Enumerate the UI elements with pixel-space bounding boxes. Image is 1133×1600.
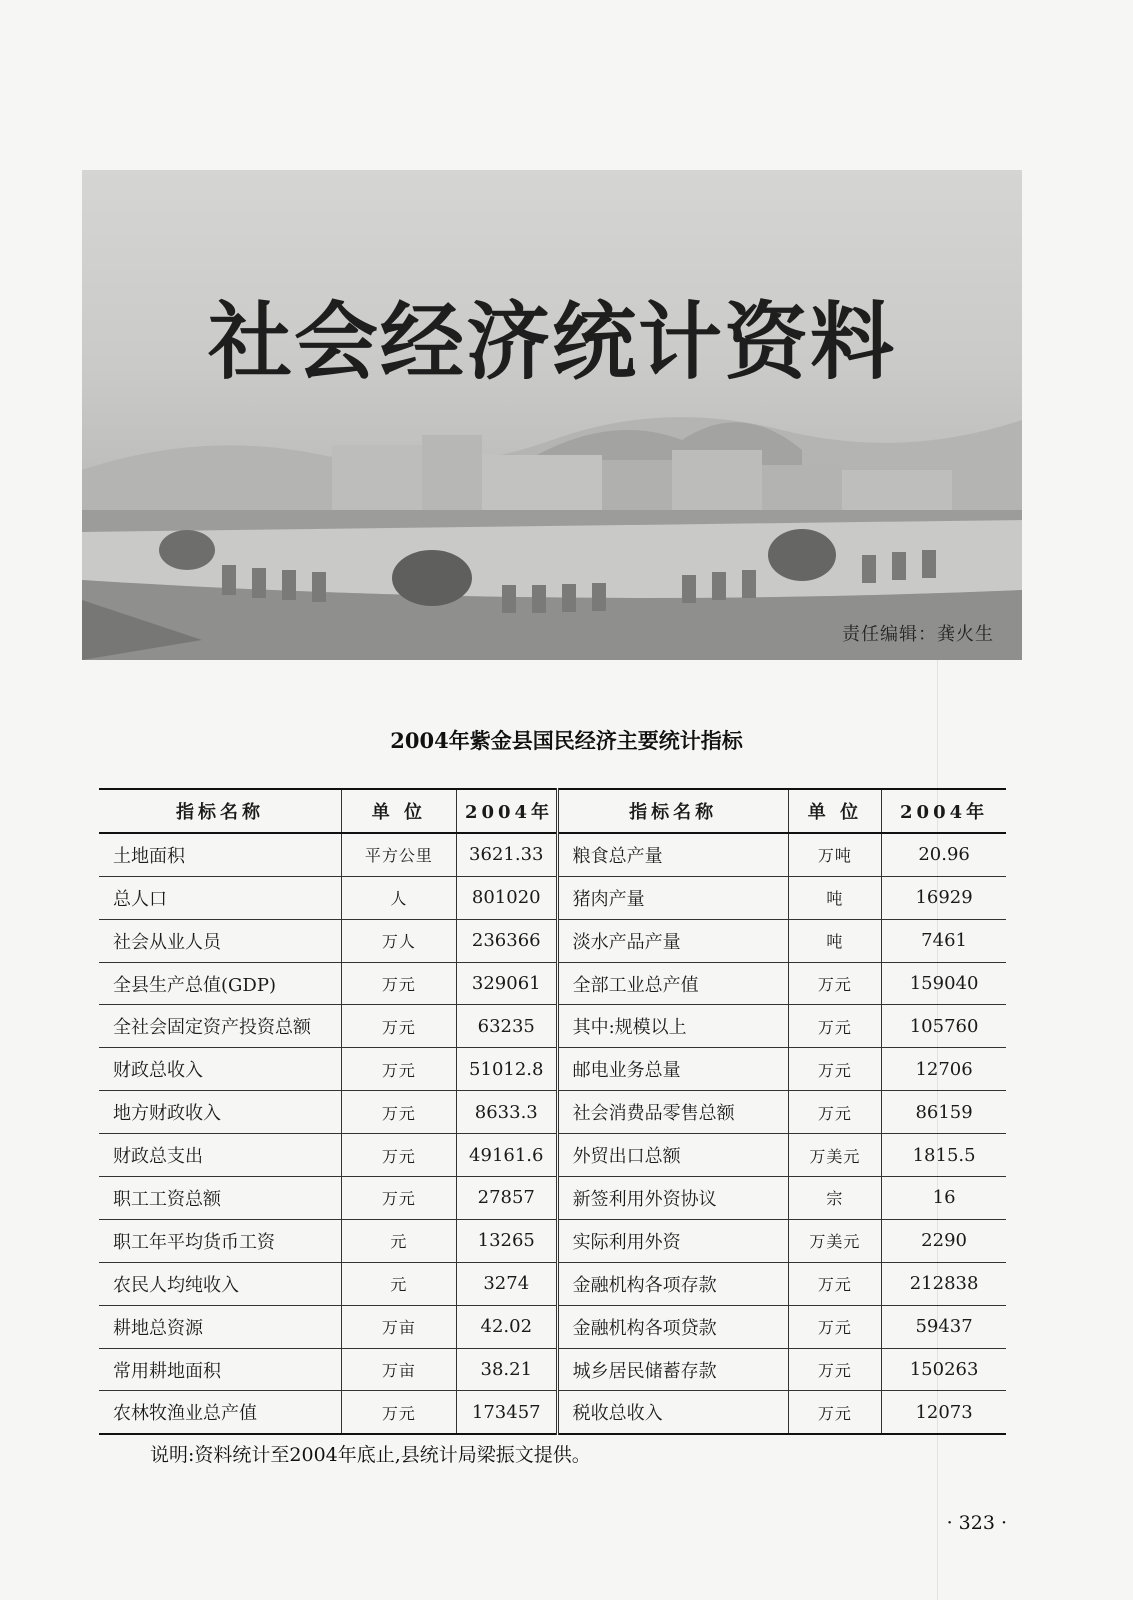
indicator-name: 职工年平均货币工资 [99,1219,341,1262]
banner-photo [82,170,1022,660]
indicator-unit: 元 [341,1262,456,1305]
table-title: 2004年紫金县国民经济主要统计指标 [390,728,743,753]
banner-title: 社会经济统计资料 [207,293,896,391]
header-year-right: 2004年 [882,789,1006,833]
source-note: 说明:资料统计至2004年底止,县统计局梁振文提供。 [150,1444,591,1466]
statistics-table [99,788,1006,1435]
indicator-name: 财政总支出 [99,1134,341,1177]
table-row [99,1177,1006,1220]
indicator-unit: 万元 [788,1005,881,1048]
table-row [99,1219,1006,1262]
indicator-value: 51012.8 [456,1048,557,1091]
indicator-value: 105760 [882,1005,1006,1048]
indicator-unit: 万元 [788,1391,881,1434]
indicator-name: 全部工业总产值 [557,962,788,1005]
indicator-value: 1815.5 [882,1134,1006,1177]
indicator-unit: 万元 [341,1134,456,1177]
table-row [99,1348,1006,1391]
indicator-value: 49161.6 [456,1134,557,1177]
header-year-left: 2004年 [456,789,557,833]
indicator-name: 社会消费品零售总额 [557,1091,788,1134]
indicator-value: 3274 [456,1262,557,1305]
indicator-unit: 万吨 [788,833,881,876]
indicator-name: 外贸出口总额 [557,1134,788,1177]
indicator-unit: 平方公里 [341,833,456,876]
indicator-value: 329061 [456,962,557,1005]
indicator-name: 粮食总产量 [557,833,788,876]
indicator-unit: 万元 [341,1005,456,1048]
indicator-value: 63235 [456,1005,557,1048]
indicator-unit: 万元 [788,1348,881,1391]
indicator-name: 农民人均纯收入 [99,1262,341,1305]
header-unit-right: 单 位 [788,789,881,833]
page-number: · 323 · [946,1512,1007,1534]
indicator-unit: 元 [341,1219,456,1262]
indicator-value: 16 [882,1177,1006,1220]
table-row [99,1391,1006,1434]
indicator-name: 金融机构各项贷款 [557,1305,788,1348]
indicator-value: 801020 [456,876,557,919]
indicator-name: 常用耕地面积 [99,1348,341,1391]
indicator-name: 城乡居民储蓄存款 [557,1348,788,1391]
table-header-row [99,789,1006,833]
header-unit-left: 单 位 [341,789,456,833]
indicator-value: 150263 [882,1348,1006,1391]
table-row [99,876,1006,919]
table-row [99,962,1006,1005]
indicator-unit: 万元 [788,1305,881,1348]
indicator-unit: 吨 [788,919,881,962]
indicator-value: 12706 [882,1048,1006,1091]
table-row [99,1048,1006,1091]
indicator-unit: 宗 [788,1177,881,1220]
indicator-value: 86159 [882,1091,1006,1134]
indicator-name: 社会从业人员 [99,919,341,962]
indicator-name: 财政总收入 [99,1048,341,1091]
indicator-unit: 万元 [341,1177,456,1220]
city-river-illustration [82,170,1022,660]
indicator-name: 全县生产总值(GDP) [99,962,341,1005]
indicator-name: 邮电业务总量 [557,1048,788,1091]
indicator-value: 16929 [882,876,1006,919]
indicator-unit: 万元 [341,1048,456,1091]
indicator-unit: 万元 [788,1091,881,1134]
indicator-value: 20.96 [882,833,1006,876]
indicator-name: 税收总收入 [557,1391,788,1434]
indicator-name: 实际利用外资 [557,1219,788,1262]
responsible-editor: 责任编辑：龚火生 [842,624,994,645]
indicator-name: 全社会固定资产投资总额 [99,1005,341,1048]
indicator-value: 159040 [882,962,1006,1005]
indicator-unit: 万美元 [788,1219,881,1262]
indicator-name: 土地面积 [99,833,341,876]
indicator-unit: 万元 [788,1048,881,1091]
indicator-unit: 万美元 [788,1134,881,1177]
indicator-name: 猪肉产量 [557,876,788,919]
indicator-name: 新签利用外资协议 [557,1177,788,1220]
indicator-name: 地方财政收入 [99,1091,341,1134]
indicator-value: 212838 [882,1262,1006,1305]
indicator-unit: 万人 [341,919,456,962]
header-indicator-name-right: 指标名称 [557,789,788,833]
indicator-unit: 吨 [788,876,881,919]
table-row [99,1134,1006,1177]
indicator-name: 职工工资总额 [99,1177,341,1220]
table-row [99,1005,1006,1048]
indicator-name: 其中:规模以上 [557,1005,788,1048]
indicator-value: 173457 [456,1391,557,1434]
indicator-unit: 万元 [341,1091,456,1134]
indicator-value: 42.02 [456,1305,557,1348]
indicator-unit: 万元 [341,1391,456,1434]
indicator-value: 3621.33 [456,833,557,876]
indicator-name: 金融机构各项存款 [557,1262,788,1305]
indicator-unit: 万元 [788,1262,881,1305]
table-row [99,919,1006,962]
indicator-name: 淡水产品产量 [557,919,788,962]
indicator-unit: 万元 [788,962,881,1005]
indicator-unit: 万元 [341,962,456,1005]
indicator-value: 38.21 [456,1348,557,1391]
indicator-value: 12073 [882,1391,1006,1434]
indicator-value: 7461 [882,919,1006,962]
indicator-value: 2290 [882,1219,1006,1262]
indicator-unit: 万亩 [341,1305,456,1348]
indicator-value: 236366 [456,919,557,962]
indicator-unit: 万亩 [341,1348,456,1391]
table-row [99,833,1006,876]
indicator-name: 总人口 [99,876,341,919]
indicator-unit: 人 [341,876,456,919]
indicator-value: 27857 [456,1177,557,1220]
table-row [99,1091,1006,1134]
indicator-value: 8633.3 [456,1091,557,1134]
indicator-value: 13265 [456,1219,557,1262]
indicator-name: 耕地总资源 [99,1305,341,1348]
table-row [99,1305,1006,1348]
table-row [99,1262,1006,1305]
indicator-name: 农林牧渔业总产值 [99,1391,341,1434]
header-indicator-name-left: 指标名称 [99,789,341,833]
indicator-value: 59437 [882,1305,1006,1348]
